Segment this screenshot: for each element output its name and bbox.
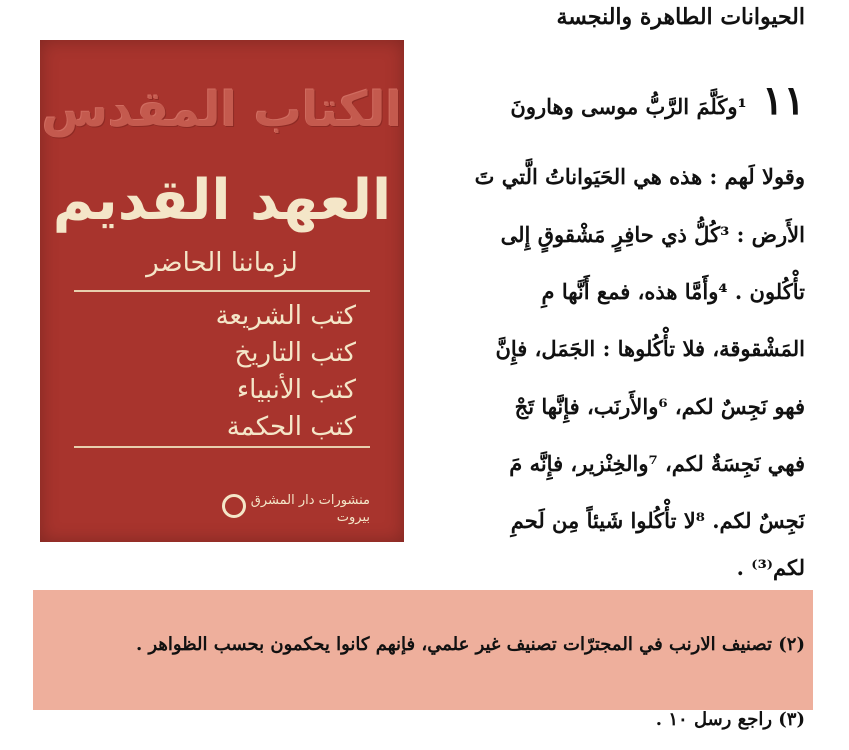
text-line-8: نَجِسٌ لكم. ⁸لا تأْكُلوا شَيئاً مِن لَحمِ [510, 508, 805, 533]
cover-publisher [251, 492, 370, 526]
scripture-text [345, 0, 805, 600]
footnote-2 [55, 631, 805, 659]
section-heading: الحيوانات الطاهرة والنجسة [556, 4, 805, 30]
text-line-1 [510, 77, 805, 124]
verse-text: ¹وكَلَّمَ الرَّبُّ موسى وهارونَ [510, 94, 747, 119]
text-line-6: فهو نَجِسٌ لكم، ⁶والأَرنَب، فإِنَّها تَجْ [514, 394, 805, 419]
cover-subtitle: لزماننا الحاضر [146, 248, 298, 278]
cover-top-title: الكتاب المقدس [41, 82, 403, 138]
publisher-city: بيروت [336, 510, 370, 525]
cover-section-list [216, 298, 356, 446]
text-line-2: وقولا لَهم : هذه هي الحَيَواناتُ الَّتي تَ [474, 164, 805, 189]
text-line-4: تأْكُلون . ⁴وأَمَّا هذه، فمع أَنَّها مِ [541, 279, 805, 304]
cover-section-item: كتب التاريخ [234, 338, 356, 368]
text-line-3: الأَرض : ³كُلُّ ذي حافِرٍ مَشْقوقٍ إِلى [500, 222, 805, 247]
cover-section-item: كتب الحكمة [226, 412, 356, 442]
text-line-7: فهي نَجِسَةٌ لكم، ⁷والخِنْزير، فإِنَّه مَ [509, 451, 805, 476]
footnote-text: تصنيف الارنب في المجترّات تصنيف غير علمي، فإنهم كانوا يحكمون بحسب الظواهر . [135, 634, 772, 655]
text-line-5: المَشْقوقة، فلا تأْكُلوها : الجَمَل، فإِنَّ [495, 336, 805, 361]
cover-section-item: كتب الشريعة [215, 301, 356, 331]
publisher-name: منشورات دار المشرق [250, 493, 370, 508]
footnote-3: (٣) راجع رسل ١٠ . [655, 709, 805, 730]
cover-main-title: العهد القديم [52, 168, 392, 233]
chapter-number: ١١ [762, 77, 805, 124]
footnote-marker: (٢) [778, 634, 805, 655]
publisher-logo-icon [222, 494, 246, 518]
cover-section-item: كتب الأنبياء [236, 375, 356, 405]
cover-divider [74, 446, 370, 448]
book-cover-image [40, 40, 404, 542]
cover-divider [74, 290, 370, 292]
text-line-9: لكم⁽³⁾ . [736, 555, 805, 580]
